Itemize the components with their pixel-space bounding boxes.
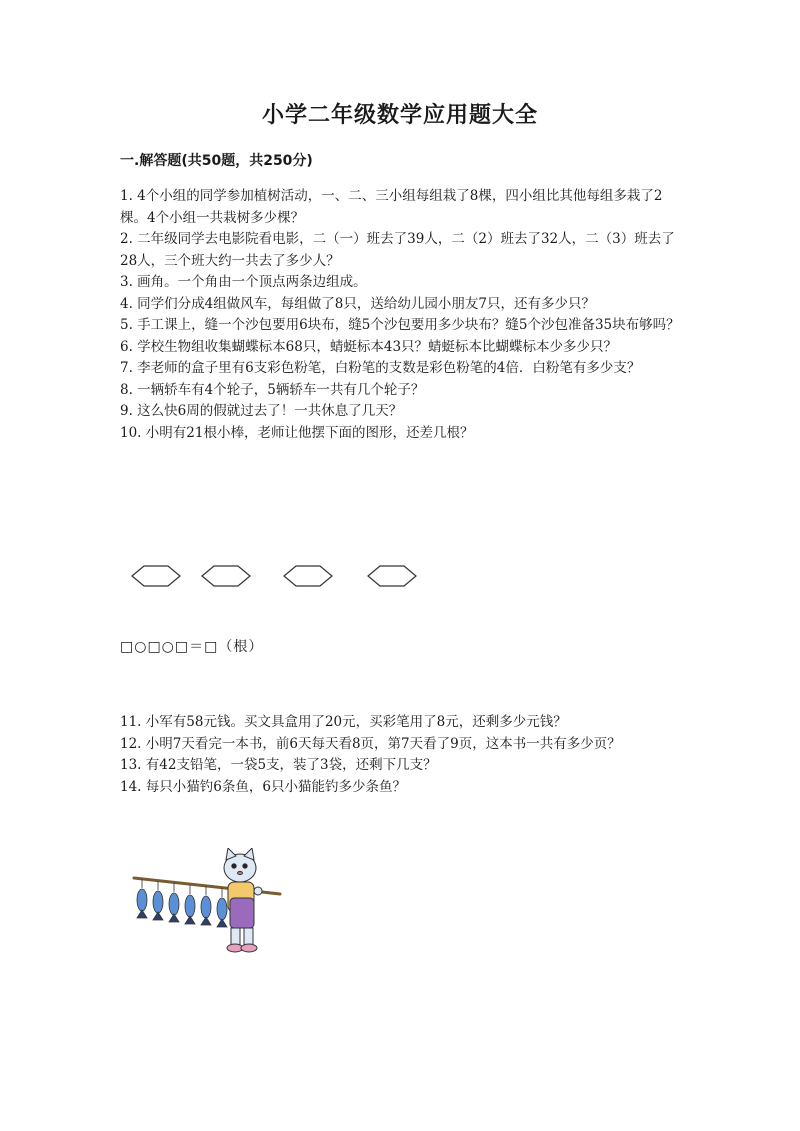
hexagon-icon	[368, 566, 416, 586]
hexagon-icon	[284, 566, 332, 586]
hexagon-icon	[132, 566, 180, 586]
question-6: 6. 学校生物组收集蝴蝶标本68只，蜻蜓标本43只？蜻蜓标本比蝴蝶标本少多少只？	[120, 338, 618, 355]
question-9: 9. 这么快6周的假就过去了！一共休息了几天？	[120, 403, 403, 419]
question-11: 11. 小军有58元钱。买文具盒用了20元，买彩笔用了8元，还剩多少元钱？	[120, 714, 567, 730]
question-14: 14. 每只小猫钓6条鱼，6只小猫能钓多少条鱼？	[120, 778, 406, 795]
question-2: 2. 二年级同学去电影院看电影，二（一）班去了39人，二（2）班去了32人，二（3）班去了28人，三个班大约一共去了多少人？	[120, 231, 675, 269]
question-13: 13. 有42支铅笔，一袋5支，装了3袋，还剩下几支？	[120, 757, 437, 773]
page-title: 小学二年级数学应用题大全	[261, 103, 538, 128]
cat-carrying-fish-icon	[128, 848, 288, 958]
formula-template: □○□○□＝□（根）	[120, 639, 264, 655]
question-4: 4. 同学们分成4组做风车，每组做了8只，送给幼儿园小朋友7只，还有多少只？	[120, 295, 595, 312]
question-7: 7. 李老师的盒子里有6支彩色粉笔，白粉笔的支数是彩色粉笔的4倍．白粉笔有多少支？	[120, 360, 641, 376]
question-list-b	[120, 712, 680, 798]
hexagon-figure	[128, 560, 448, 592]
question-3: 3. 画角。一个角由一个顶点两条边组成。	[120, 274, 367, 290]
section-heading: 一.解答题(共50题，共250分)	[120, 153, 313, 169]
question-list-a	[120, 186, 680, 444]
question-5: 5. 手工课上，缝一个沙包要用6块布，缝5个沙包要用多少块布？缝5个沙包准备35块布够吗？	[120, 317, 680, 333]
question-8: 8. 一辆轿车有4个轮子，5辆轿车一共有几个轮子？	[120, 381, 425, 398]
question-10: 10. 小明有21根小棒，老师让他摆下面的图形，还差几根？	[120, 424, 474, 441]
hexagon-icon	[202, 566, 250, 586]
question-1: 1. 4个小组的同学参加植树活动，一、二、三小组每组栽了8棵，四小组比其他每组多栽了2棵。4个小组一共栽树多少棵？	[120, 188, 663, 226]
question-12: 12. 小明7天看完一本书，前6天每天看8页，第7天看了9页，这本书一共有多少页？	[120, 735, 621, 752]
